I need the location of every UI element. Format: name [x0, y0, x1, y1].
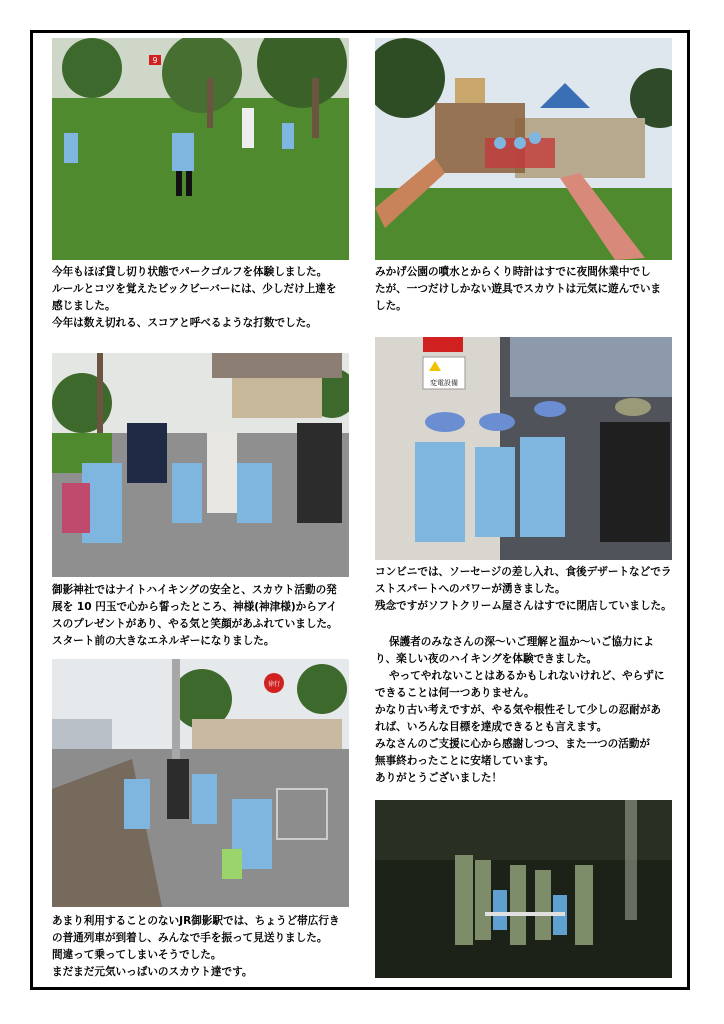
caption-line: みなさんのご支援に心から感謝しつつ、また一つの活動が — [375, 738, 651, 750]
caption-line: スのプレゼントがあり、やる気と笑顔があふれていました。 — [52, 618, 338, 630]
caption-line: 保護者のみなさんの深～いご理解と温か～いご協力によ — [389, 636, 654, 648]
caption-line: 展を 10 円玉で心から誓ったところ、神様(神津様)からアイ — [52, 601, 338, 613]
caption-line: みかげ公園の噴水とからくり時計はすでに夜間休業中でし — [375, 266, 651, 278]
caption-line: 無事終わったことに安堵しています。 — [375, 755, 555, 767]
caption-line: れば、いろんな目標を達成できるとも言えます。 — [375, 721, 608, 733]
caption-station — [52, 913, 340, 981]
caption-line: たが、一つだけしかない遊具でスカウトは元気に遊んでいま — [375, 283, 662, 295]
caption-line: 残念ですがソフトクリーム屋さんはすでに閉店していました。 — [375, 600, 672, 612]
caption-line: 今年は数え切れる、スコアと呼べるような打数でした。 — [52, 317, 317, 329]
sign-9: 9 — [152, 56, 158, 65]
caption-line: の普通列車が到着し、みんなで手を振って見送りました。 — [52, 932, 328, 944]
caption-line: コンビニでは、ソーセージの差し入れ、食後デザートなどでラ — [375, 566, 672, 578]
photo-park-golf — [52, 38, 349, 260]
caption-line: やってやれないことはあるかもしれないけれど、やらずに — [389, 670, 665, 682]
caption-shrine — [52, 582, 338, 650]
photo-playground — [375, 38, 672, 260]
caption-line: 感じました。 — [52, 300, 116, 312]
caption-line: ルールとコツを覚えたビックビーバーには、少しだけ上達を — [52, 283, 337, 295]
caption-convenience-store — [375, 564, 672, 615]
caption-line: まだまだ元気いっぱいのスカウト達です。 — [52, 966, 253, 978]
caption-line: り、楽しい夜のハイキングを体験できました。 — [375, 653, 598, 665]
caption-park-golf — [52, 264, 336, 332]
photo-shrine — [52, 353, 349, 577]
caption-playground — [375, 264, 661, 315]
caption-line: 今年もほぼ貸し切り状態でパークゴルフを体験しました。 — [52, 266, 328, 278]
caption-line: できることは何一つありません。 — [375, 687, 535, 699]
caption-line: スタート前の大きなエネルギーになりました。 — [52, 635, 275, 647]
caption-line: ストスパートへのパワーが湧きました。 — [375, 583, 566, 595]
caption-line: 御影神社ではナイトハイキングの安全と、スカウト活動の発 — [52, 584, 337, 596]
photo-night-group — [375, 800, 672, 978]
caption-thanks — [375, 634, 664, 787]
caption-line: ありがとうございました！ — [375, 772, 503, 784]
sign-substation: 変電設備 — [430, 379, 458, 387]
caption-line: した。 — [375, 300, 407, 312]
caption-line: 間違って乗ってしまいそうでした。 — [52, 949, 222, 961]
photo-station — [52, 659, 349, 907]
photo-convenience-store — [375, 337, 672, 560]
sign-slow: 徐行 — [267, 681, 281, 688]
caption-line: かなり古い考えですが、やる気や根性そして少しの忍耐があ — [375, 704, 662, 716]
caption-line: あまり利用することのないJR御影駅では、ちょうど帯広行き — [52, 915, 340, 927]
